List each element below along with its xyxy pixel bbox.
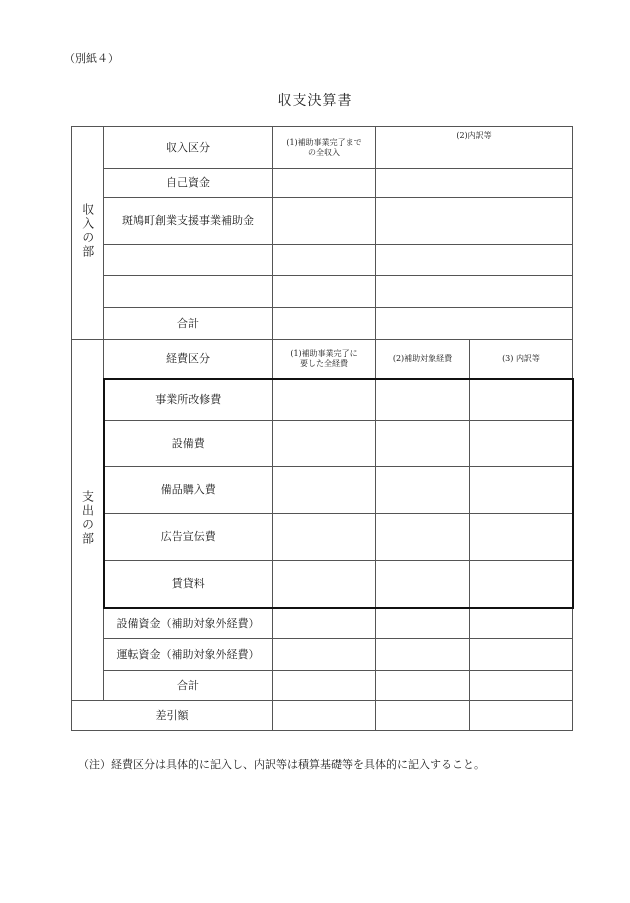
expense-row-label: 広告宣伝費 — [104, 514, 273, 561]
income-amount-cell[interactable] — [273, 169, 376, 198]
expense-eligible-cell[interactable] — [376, 561, 470, 608]
expense-total-cell[interactable] — [273, 379, 376, 421]
expense-eligible-cell[interactable] — [376, 639, 470, 671]
expense-row-label: 備品購入費 — [104, 467, 273, 514]
expense-total-cell[interactable] — [273, 467, 376, 514]
expense-category-header: 経費区分 — [104, 340, 273, 379]
income-row-label[interactable] — [104, 276, 273, 308]
document-title: 収支決算書 — [277, 93, 353, 109]
income-section-label-cell — [72, 127, 104, 340]
expense-total-cell[interactable] — [273, 514, 376, 561]
income-detail-cell[interactable] — [376, 245, 573, 276]
income-detail-cell[interactable] — [376, 198, 573, 245]
expense-total-cell[interactable] — [273, 561, 376, 608]
expense-row-label: 事業所改修費 — [104, 379, 273, 421]
income-section-label: 収入の部 — [80, 203, 95, 260]
expense-detail-cell[interactable] — [470, 467, 573, 514]
expense-total-cell[interactable] — [273, 421, 376, 467]
income-amount-cell[interactable] — [273, 276, 376, 308]
income-amount-cell[interactable] — [273, 245, 376, 276]
expense-detail-cell[interactable] — [470, 639, 573, 671]
expense-eligible-cell[interactable] — [376, 467, 470, 514]
balance-label: 差引額 — [72, 701, 273, 731]
settlement-table — [71, 126, 574, 731]
expense-eligible-cell[interactable] — [376, 514, 470, 561]
expense-row-label: 設備費 — [104, 421, 273, 467]
expense-eligible-cell[interactable] — [376, 379, 470, 421]
expense-detail-cell[interactable] — [470, 379, 573, 421]
expense-col2-header: (2)補助対象経費 — [376, 340, 470, 379]
income-amount-cell[interactable] — [273, 198, 376, 245]
expense-detail-cell[interactable] — [470, 421, 573, 467]
income-total-detail[interactable] — [376, 308, 573, 340]
expense-total-cell[interactable] — [273, 639, 376, 671]
income-detail-cell[interactable] — [376, 276, 573, 308]
expense-detail-cell[interactable] — [470, 608, 573, 639]
income-detail-cell[interactable] — [376, 169, 573, 198]
income-total-label: 合計 — [104, 308, 273, 340]
income-col2-header: (2)内訳等 — [376, 127, 573, 169]
expense-row-label: 運転資金（補助対象外経費） — [104, 639, 273, 671]
expense-detail-cell[interactable] — [470, 514, 573, 561]
income-row-label: 斑鳩町創業支援事業補助金 — [104, 198, 273, 245]
income-category-header: 収入区分 — [104, 127, 273, 169]
expense-eligible-cell[interactable] — [376, 608, 470, 639]
appendix-label: （別紙４） — [64, 52, 119, 65]
expense-total-cell[interactable] — [273, 608, 376, 639]
balance-amount[interactable] — [273, 701, 376, 731]
expense-section-label-cell — [72, 340, 104, 701]
expense-eligible-total[interactable] — [376, 671, 470, 701]
expense-detail-cell[interactable] — [470, 561, 573, 608]
footnote: （注）経費区分は具体的に記入し、内訳等は積算基礎等を具体的に記入すること。 — [78, 758, 485, 771]
expense-total-label: 合計 — [104, 671, 273, 701]
income-col1-header: (1)補助事業完了まで の全収入 — [273, 127, 376, 169]
income-total-amount[interactable] — [273, 308, 376, 340]
income-row-label: 自己資金 — [104, 169, 273, 198]
expense-row-label: 賃貸料 — [104, 561, 273, 608]
expense-section-label: 支出の部 — [80, 490, 95, 547]
expense-row-label: 設備資金（補助対象外経費） — [104, 608, 273, 639]
expense-col3-header: (3) 内訳等 — [470, 340, 573, 379]
balance-detail[interactable] — [470, 701, 573, 731]
income-row-label[interactable] — [104, 245, 273, 276]
balance-eligible[interactable] — [376, 701, 470, 731]
expense-total-amount[interactable] — [273, 671, 376, 701]
expense-col1-header: (1)補助事業完了に 要した全経費 — [273, 340, 376, 379]
expense-detail-total[interactable] — [470, 671, 573, 701]
expense-eligible-cell[interactable] — [376, 421, 470, 467]
